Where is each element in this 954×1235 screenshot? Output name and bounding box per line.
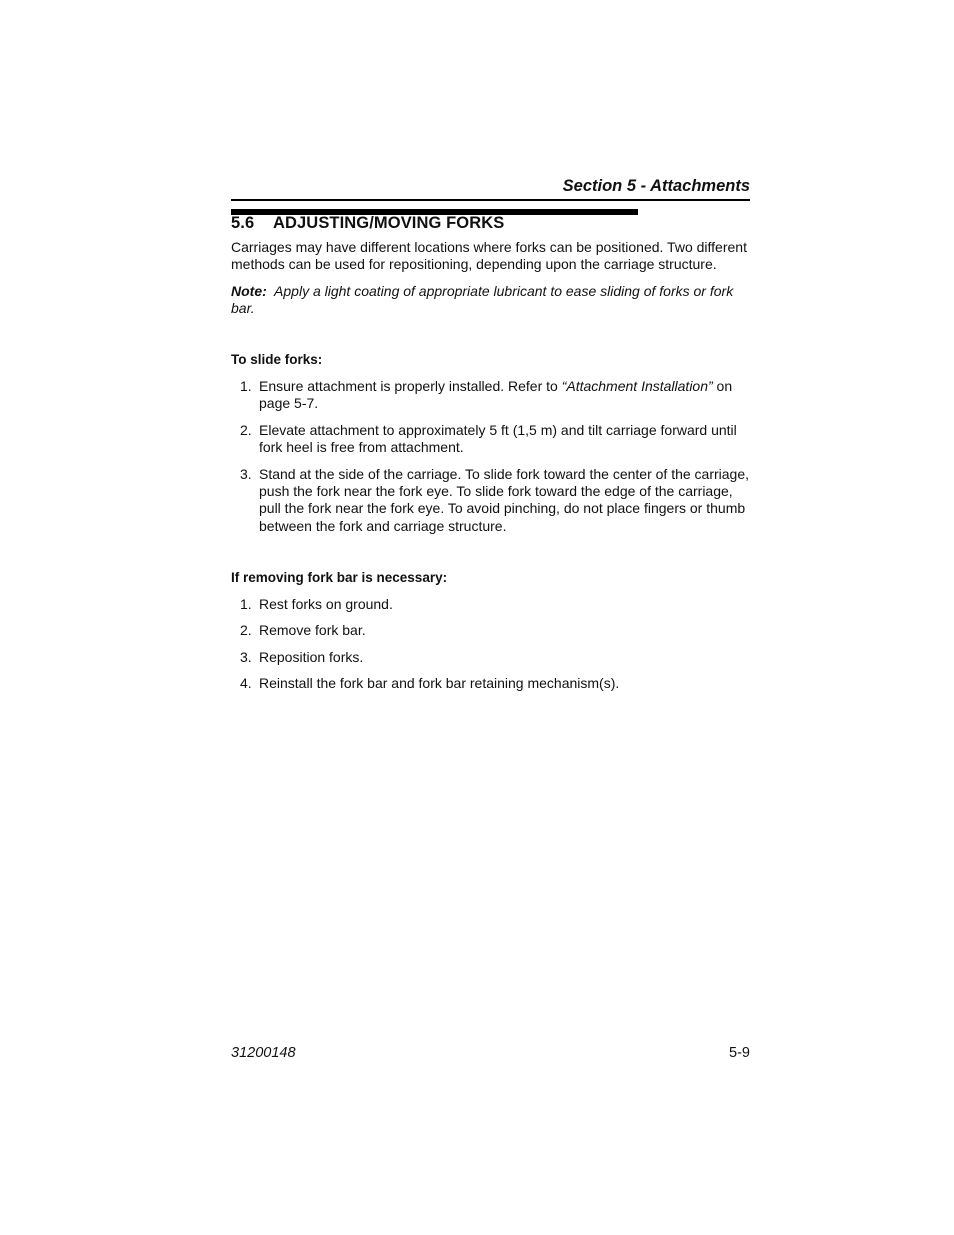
section-heading [231, 214, 504, 233]
intro-paragraph: Carriages may have different locations where forks can be positioned. Two different methods can be used for repositioning, depending upon the carriage structure. [231, 239, 747, 273]
fork-bar-steps [231, 596, 753, 693]
list-item: 1. Ensure attachment is properly installed. Refer to “Attachment Installation” on page 5-7. [240, 378, 733, 412]
list-item: 2. Elevate attachment to approximately 5 ft (1,5 m) and tilt carriage forward until fork heel is free from attachment. [240, 421, 737, 456]
note-label: Note: [231, 283, 267, 299]
note-paragraph [231, 283, 753, 318]
header-rule [231, 199, 750, 201]
list-item: 1. Rest forks on ground. [240, 596, 393, 612]
document-number: 31200148 [231, 1045, 296, 1061]
list-item: 3. Stand at the side of the carriage. To slide fork toward the center of the carriage, push the fork near the fork eye. To slide fork toward the edge of the carriage, pull the fork near the fork eye. To avoid pinching, do not place fingers or thumb between the fork and carriage structure. [240, 465, 750, 534]
note-text: Apply a light coating of appropriate lubricant to ease sliding of forks or fork bar. [231, 283, 734, 317]
cross-reference: “Attachment Installation” [561, 378, 713, 394]
section-header: Section 5 - Attachments [562, 177, 750, 195]
list-item: 4. Reinstall the fork bar and fork bar retaining mechanism(s). [240, 675, 620, 692]
slide-forks-heading: To slide forks: [231, 352, 323, 367]
slide-forks-steps [231, 378, 753, 535]
section-number: 5.6 [231, 214, 255, 232]
page-number: 5-9 [729, 1045, 750, 1061]
list-item: 2. Remove fork bar. [240, 622, 366, 639]
section-title: ADJUSTING/MOVING FORKS [273, 214, 505, 232]
fork-bar-heading: If removing fork bar is necessary: [231, 570, 448, 585]
list-item: 3. Reposition forks. [240, 648, 364, 665]
